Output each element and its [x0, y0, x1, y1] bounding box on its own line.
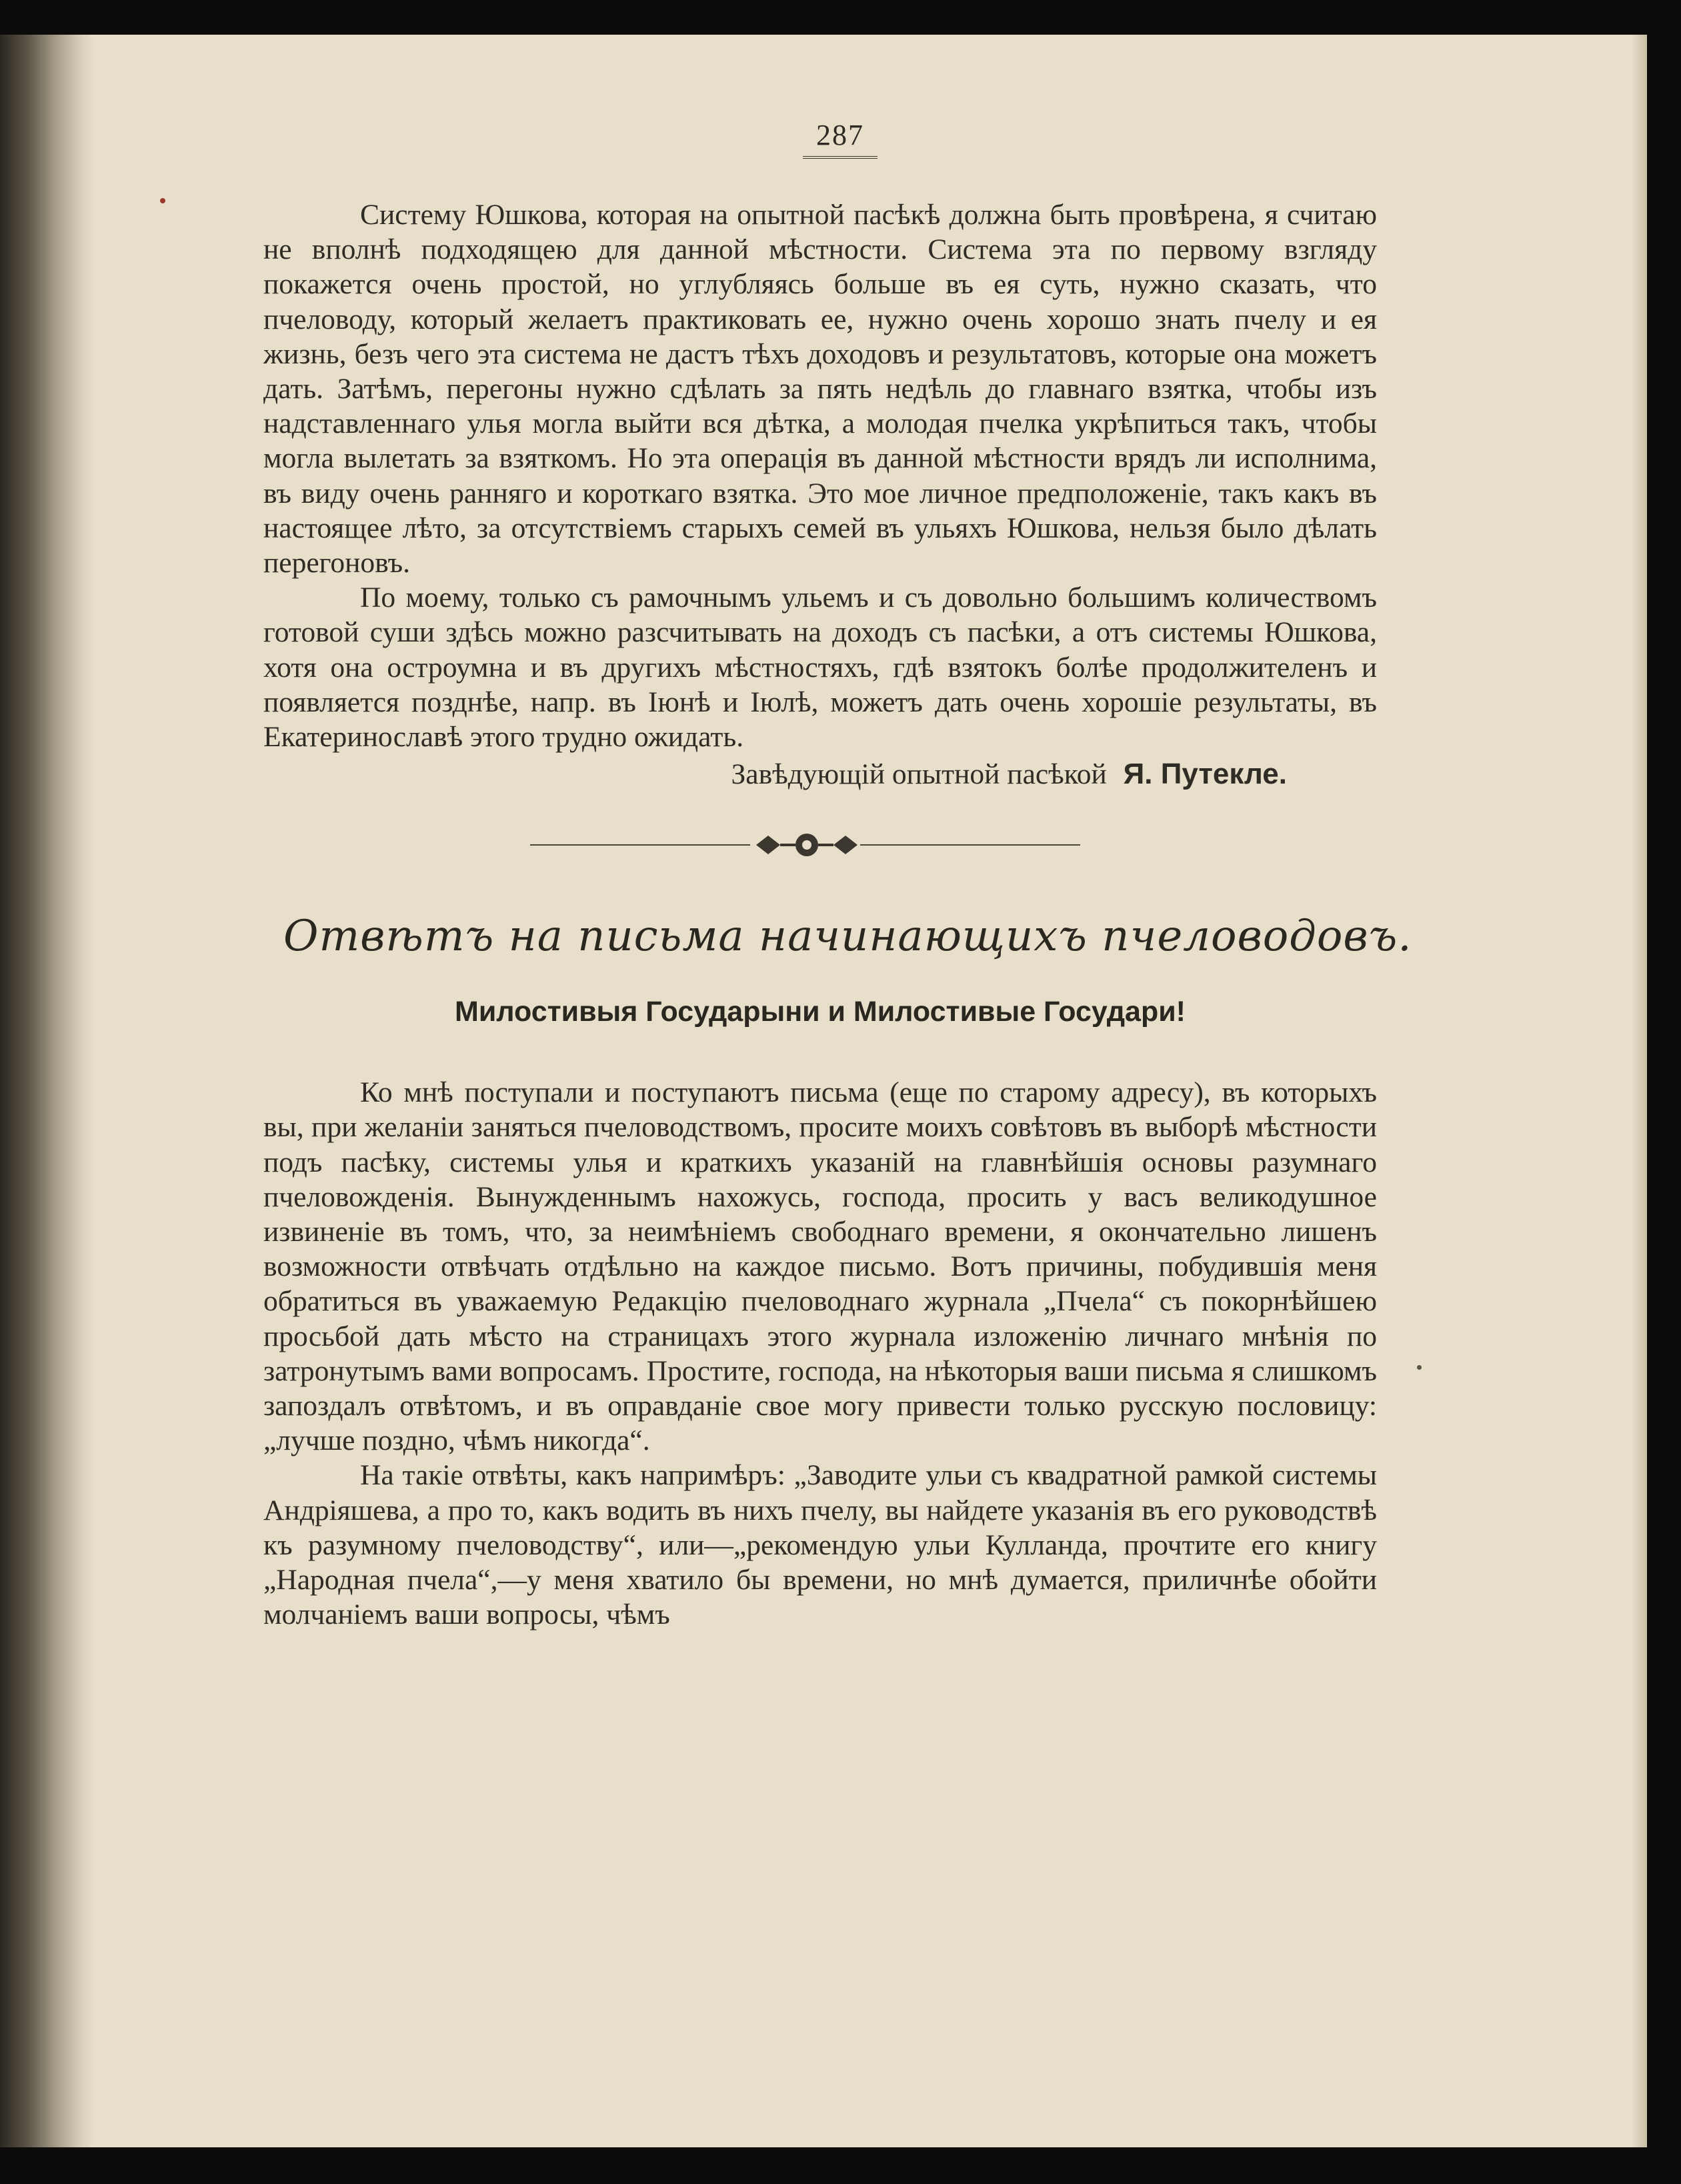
- signature-name: Я. Путекле.: [1123, 758, 1287, 791]
- book-page: [0, 35, 1647, 2147]
- ink-speck: [1417, 1365, 1422, 1370]
- signature-title: Завѣдующій опытной пасѣкой: [731, 758, 1107, 791]
- divider-line-right: [860, 844, 1080, 846]
- ink-speck: [160, 198, 165, 203]
- paragraph-yushkov-system: Систему Юшкова, которая на опытной пасѣкѣ должна быть провѣрена, я считаю не вполнѣ подходящею для данной мѣстности. Система эта по первому взгляду покажется очень простой, но углубляясь больше въ ея суть, нужно сказать, что пчеловоду, который желаетъ практиковать ее, нужно очень хорошо знать пчелу и ея жизнь, безъ чего эта система не дастъ тѣхъ доходовъ и результатовъ, которые она можетъ дать. Затѣмъ, перегоны нужно сдѣлать за пять недѣль до главнаго взятка, чтобы изъ надставленнаго улья могла выйти вся дѣтка, а молодая пчелка укрѣпиться такъ, чтобы могла вылетать за взяткомъ. Но эта операція въ данной мѣстности врядъ ли исполнима, въ виду очень ранняго и короткаго взятка. Это мое личное предположеніе, такъ какъ въ настоящее лѣто, за отсутствіемъ старыхъ семей въ ульяхъ Юшкова, нельзя было дѣлать перегоновъ.: [263, 199, 1377, 580]
- page-number-container: [303, 118, 1377, 159]
- page-content: [263, 118, 1412, 1632]
- paragraph-letters: Ко мнѣ поступали и поступаютъ письма (еще по старому адресу), въ которыхъ вы, при желаніи заняться пчеловодствомъ, просите моихъ совѣтовъ въ выборѣ мѣстности подъ пасѣку, системы улья и краткихъ указаній на главнѣйшія основы разумнаго пчеловожденія. Вынужденнымъ нахожусь, господа, просить у васъ великодушное извиненіе въ томъ, что, за неимѣніемъ свободнаго времени, я окончательно лишенъ возможности отвѣчать отдѣльно на каждое письмо. Вотъ причины, побудившія меня обратиться въ уважаемую Редакцію пчеловоднаго журнала „Пчела“ съ покорнѣйшею просьбой дать мѣсто на страницахъ этого журнала изложенію личнаго мнѣнія по затронутымъ вами вопросамъ. Простите, господа, на нѣкоторыя ваши письма я слишкомъ запоздалъ отвѣтомъ, и въ оправданіе свое могу привести только русскую пословицу: „лучше поздно, чѣмъ никогда“.: [263, 1076, 1377, 1457]
- paragraph-answers: На такіе отвѣты, какъ напримѣръ: „Заводите ульи съ квадратной рамкой системы Андріяшева, а про то, какъ водить въ нихъ пчелу, вы найдете указанія въ его руководствѣ къ разумному пчеловодству“, или—„рекомендую ульи Кулланда, прочтите его книгу „Народная пчела“,—у меня хватило бы времени, но мнѣ думается, приличнѣе обойти молчаніемъ ваши вопросы, чѣмъ: [263, 1459, 1377, 1631]
- divider-line-left: [530, 844, 750, 846]
- signature: [263, 757, 1287, 792]
- fleuron-icon: [753, 833, 860, 857]
- section-divider-ornament: [263, 832, 1377, 858]
- page-number: 287: [803, 118, 878, 159]
- paragraph-frame-hive: По моему, только съ рамочнымъ ульемъ и съ довольно большимъ количествомъ готовой суши здѣсь можно разсчитывать на доходъ съ пасѣки, а отъ системы Юшкова, хотя она остроумна и въ другихъ мѣстностяхъ, гдѣ взятокъ болѣе продолжителенъ и появляется позднѣе, напр. въ Іюнѣ и Іюлѣ, можетъ дать очень хорошіе результаты, въ Екатеринославѣ этого трудно ожидать.: [263, 582, 1377, 754]
- page-edge: [1631, 35, 1647, 2147]
- salutation-heading: Милостивыя Государыни и Милостивые Государи!: [455, 996, 1186, 1028]
- article-heading: Отвѣтъ на письма начинающихъ пчеловодовъ.: [283, 912, 1412, 962]
- page-gutter-shadow: [0, 35, 93, 2147]
